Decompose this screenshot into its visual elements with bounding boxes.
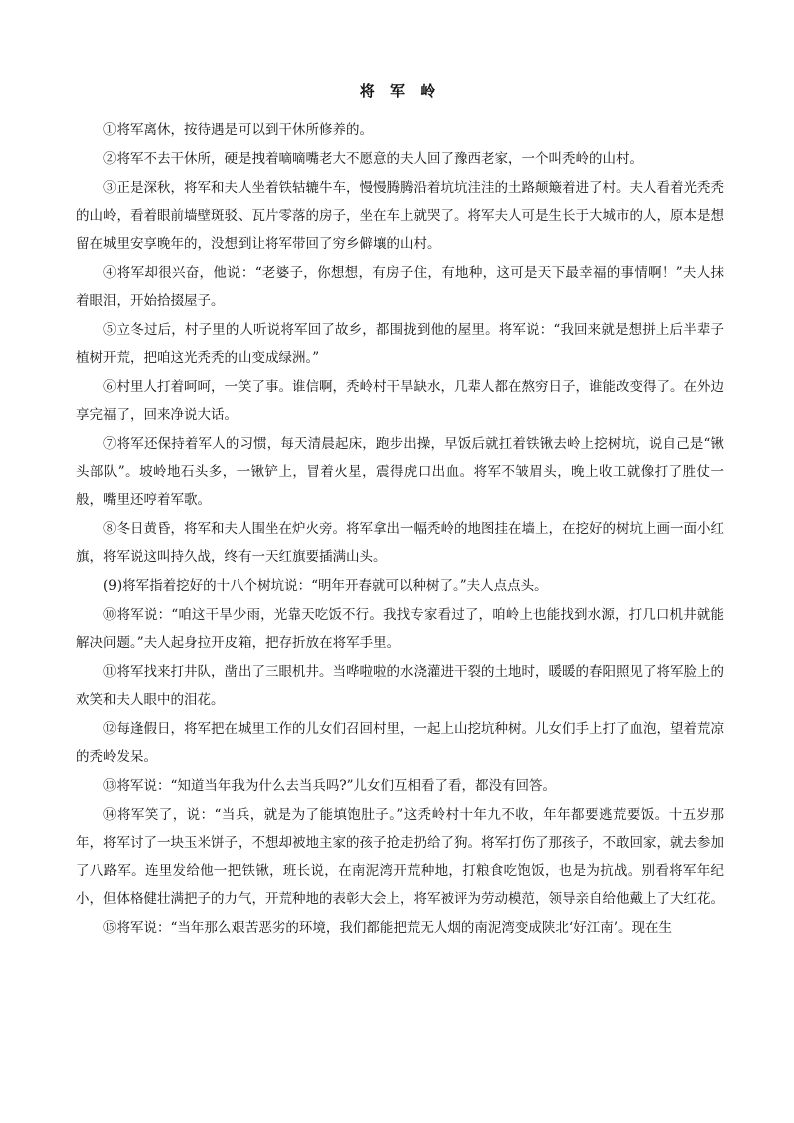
paragraph-5: ⑤立冬过后，村子里的人听说将军回了故乡，都围拢到他的屋里。将军说：“我回来就是想拼上后半辈子植树开荒，把咱这光秃秃的山变成绿洲。” <box>76 322 724 366</box>
paragraph-14: ⑭将军笑了，说：“当兵，就是为了能填饱肚子。”这秃岭村十年九不收，年年都要逃荒要饭。十五岁那年，将军讨了一块玉米饼子，不想却被地主家的孩子抢走扔给了狗。将军打伤了那孩子，不敢回家，就去参加了八路军。连里发给他一把铁锹，班长说，在南泥湾开荒种地，打粮食吃饱饭，也是为抗战。别看将军年纪小，但体格健壮满把子的力气，开荒种地的表彰大会上，将军被评为劳动模范，领导亲自给他戴上了大红花。 <box>76 807 724 907</box>
paragraph-3: ③正是深秋，将军和夫人坐着铁轱辘牛车，慢慢腾腾沿着坑坑洼洼的土路颠簸着进了村。夫人看着光秃秃的山岭，看着眼前墙壁斑驳、瓦片零落的房子，坐在车上就哭了。将军夫人可是生长于大城市的人，原本是想留在城里安享晚年的，没想到让将军带回了穷乡僻壤的山村。 <box>76 180 724 252</box>
paragraph-4: ④将军却很兴奋，他说：“老婆子，你想想，有房子住，有地种，这可是天下最幸福的事情啊！”夫人抹着眼泪，开始拾掇屋子。 <box>76 265 724 309</box>
paragraph-8: ⑧冬日黄昏，将军和夫人围坐在炉火旁。将军拿出一幅秃岭的地图挂在墙上，在挖好的树坑上画一面小红旗，将军说这叫持久战，终有一天红旗要插满山头。 <box>76 521 724 565</box>
paragraph-7: ⑦将军还保持着军人的习惯，每天清晨起床，跑步出操，早饭后就扛着铁锹去岭上挖树坑，说自己是“锹头部队”。坡岭地石头多，一锹铲上，冒着火星，震得虎口出血。将军不皱眉头，晚上收工就像打了胜仗一般，嘴里还哼着军歌。 <box>76 436 724 508</box>
paragraph-12: ⑫每逢假日，将军把在城里工作的儿女们召回村里，一起上山挖坑种树。儿女们手上打了血泡，望着荒凉的秃岭发呆。 <box>76 721 724 765</box>
paragraph-15: ⑮将军说：“当年那么艰苦恶劣的环境，我们都能把荒无人烟的南泥湾变成陕北‘好江南’。现在生 <box>103 920 672 936</box>
document-title: 将 军 岭 <box>359 82 441 100</box>
paragraph-11: ⑪将军找来打井队，凿出了三眼机井。当哗啦啦的水浇灌进干裂的土地时，暖暖的春阳照见了将军脸上的欢笑和夫人眼中的泪花。 <box>76 664 724 708</box>
paragraph-10: ⑩将军说：“咱这干旱少雨，光靠天吃饭不行。我找专家看过了，咱岭上也能找到水源，打几口机井就能解决问题。”夫人起身拉开皮箱，把存折放在将军手里。 <box>76 607 724 651</box>
paragraph-2: ②将军不去干休所，硬是拽着嘀嘀嘴老大不愿意的夫人回了豫西老家，一个叫秃岭的山村。 <box>103 151 643 167</box>
paragraph-1: ①将军离休，按待遇是可以到干休所修养的。 <box>103 122 373 138</box>
paragraph-9: (9)将军指着挖好的十八个树坑说：“明年开春就可以种树了。”夫人点点头。 <box>103 578 548 594</box>
paragraph-13: ⑬将军说：“知道当年我为什么去当兵吗?”儿女们互相看了看，都没有回答。 <box>103 778 557 794</box>
paragraph-6: ⑥村里人打着呵呵，一笑了事。谁信啊，秃岭村干旱缺水，几辈人都在熬穷日子，谁能改变得了。在外边享完福了，回来净说大话。 <box>76 379 724 423</box>
